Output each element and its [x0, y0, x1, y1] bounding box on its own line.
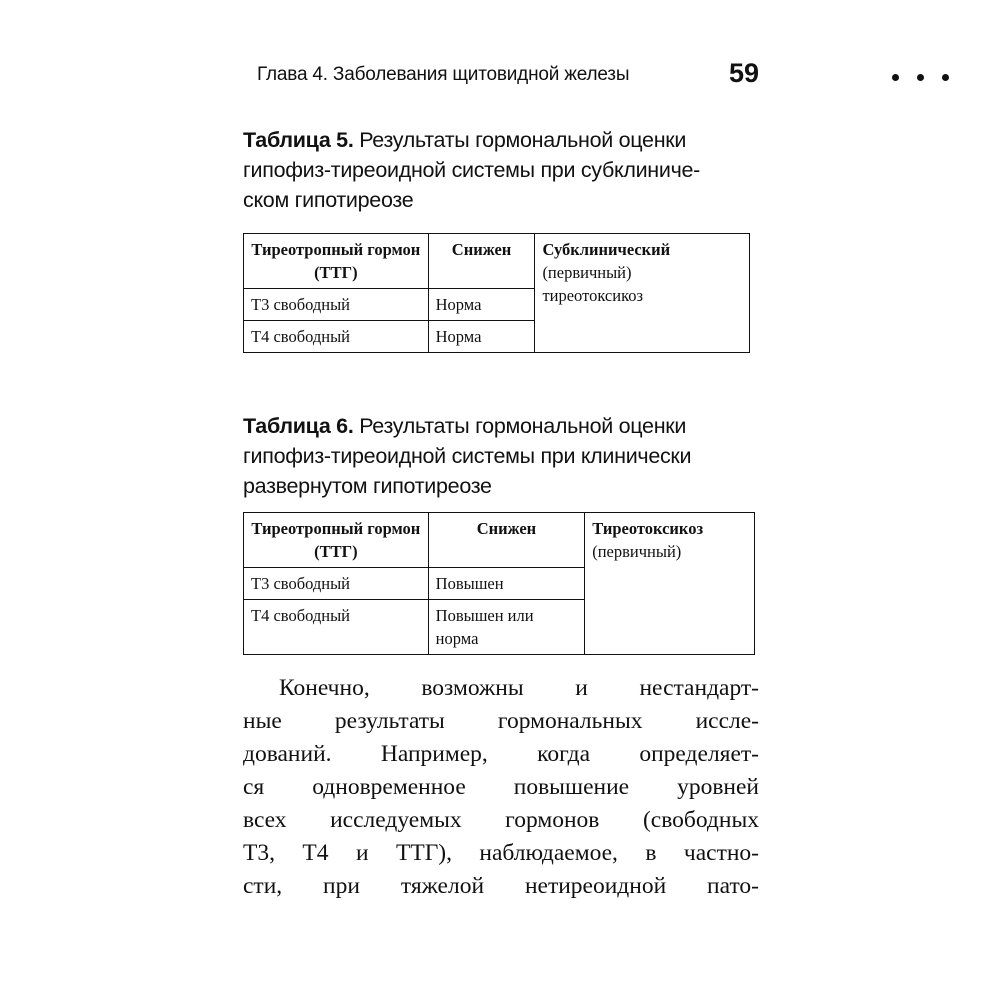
table6-caption-line: гипофиз-тиреоидной системы при клинически [243, 444, 692, 468]
table5-caption-line: гипофиз-тиреоидной системы при субклиниче- [243, 158, 700, 182]
table6-cell: Тиреотропный гормон (ТТГ) [244, 513, 429, 568]
body-paragraph [243, 672, 759, 903]
table5-conclusion-line: Субклинический [542, 240, 671, 259]
body-line: всех исследуемых гормонов (свободных [243, 807, 759, 833]
table5-cell: Т3 свободный [244, 289, 429, 321]
table5-caption-line: ском гипотиреозе [243, 188, 414, 212]
body-line: сти, при тяжелой нетиреоидной пато- [243, 873, 759, 899]
body-line: ные результаты гормональных иссле- [243, 708, 759, 734]
chapter-title: Глава 4. Заболевания щитовидной железы [257, 64, 630, 85]
table5-conclusion-line: тиреотоксикоз [542, 286, 644, 305]
table5-conclusion-line: (первичный) [542, 263, 632, 282]
table6-conclusion [585, 513, 755, 655]
table6-conclusion-line: Тиреотоксикоз [592, 519, 704, 538]
table6-cell: Т3 свободный [244, 568, 429, 600]
table5-cell: Тиреотропный гормон (ТТГ) [244, 234, 429, 289]
dot-icon [892, 74, 899, 81]
table6-caption [243, 411, 763, 501]
table5-cell: Т4 свободный [244, 321, 429, 353]
table6-caption-line: Результаты гормональной оценки [353, 414, 687, 438]
page-header [243, 58, 759, 94]
table5-cell: Норма [428, 289, 535, 321]
page-number: 59 [728, 58, 759, 88]
table6-cell: Снижен [428, 513, 585, 568]
table5-cell: Норма [428, 321, 535, 353]
table6-caption-label: Таблица 6. [243, 414, 354, 438]
table5-caption-label: Таблица 5. [243, 128, 354, 152]
body-line: Т3, Т4 и ТТГ), наблюдаемое, в частно- [243, 840, 759, 866]
table5-caption-line: Результаты гормональной оценки [353, 128, 687, 152]
table6-cell: Т4 свободный [244, 600, 429, 655]
table6-cell: Повышен или норма [428, 600, 585, 655]
body-line: Конечно, возможны и нестандарт- [279, 675, 759, 701]
table5 [243, 233, 750, 353]
table5-caption [243, 125, 763, 215]
table6-conclusion-line: (первичный) [592, 542, 682, 561]
table6 [243, 512, 755, 655]
table6-caption-line: развернутом гипотиреозе [243, 474, 492, 498]
dot-icon [942, 74, 949, 81]
body-line: ся одновременное повышение уровней [243, 774, 759, 800]
table5-conclusion [535, 234, 750, 353]
table5-cell: Снижен [428, 234, 535, 289]
dot-icon [917, 74, 924, 81]
body-line: дований. Например, когда определяет- [243, 741, 759, 767]
table6-cell: Повышен [428, 568, 585, 600]
